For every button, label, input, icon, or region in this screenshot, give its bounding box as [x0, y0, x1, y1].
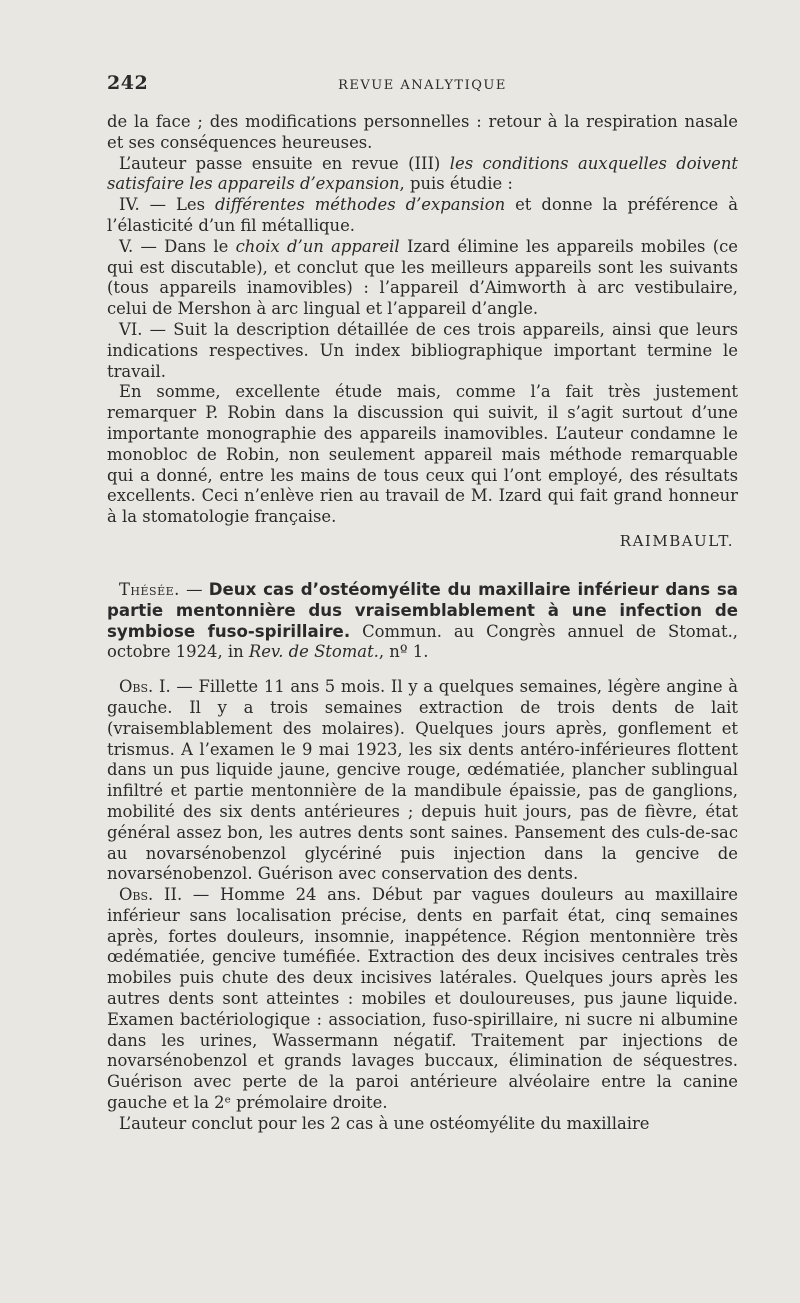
observation-label: Obs.	[119, 885, 154, 905]
paragraph-section-iv: IV. — Les différentes méthodes d’expansion et donne la préférence à l’élasticité d’un fil métallique.	[107, 195, 738, 235]
page-number: 242	[107, 72, 149, 94]
paragraph-conclusion: En somme, excellente étude mais, comme l’a fait très justement remarquer P. Robin dans la discussion qui suivit, il s’agit surtout d’une importante monographie des appareils inamovibles. L’auteur condamne le monobloc de Robin, non seulement appareil mais méthode remarquable qui a donné, entre les mains de tous ceux qui l’ont employé, des résultats excellents. Ceci n’enlève rien au travail de M. Izard qui fait grand honneur à la stomatologie française.	[107, 382, 738, 527]
paragraph-final: L’auteur conclut pour les 2 cas à une ostéomyélite du maxillaire	[119, 1113, 650, 1133]
paragraph-continuation: de la face ; des modifications personnelles : retour à la respiration nasale et ses conséquences heureuses.	[107, 112, 738, 152]
review-signature: RAIMBAULT.	[619, 531, 734, 550]
paragraph-section-vi: VI. — Suit la description détaillée de ces trois appareils, ainsi que leurs indications respectives. Un index bibliographique important termine le travail.	[107, 319, 738, 381]
paragraph-section-iii: L’auteur passe ensuite en revue (III) les conditions auxquelles doivent satisfaire les appareils d’expansion, puis étudie :	[107, 153, 738, 194]
article-author: Thésée.	[119, 579, 180, 599]
observation-label: Obs.	[119, 677, 154, 697]
journal-name: Rev. de Stomat.	[248, 642, 379, 662]
article-title: Deux cas d’ostéomyélite du maxillaire inférieur dans sa partie mentonnière dus vraisemblablement à une infection de symbiose fuso-spirillaire.	[107, 579, 739, 641]
observation-1: Obs. I. — Fillette 11 ans 5 mois. Il y a quelques semaines, légère angine à gauche. Il y a trois semaines extraction de trois dents de lait (vraisemblablement des molaires). Quelques jours après, gonflement et trismus. A l’examen le 9 mai 1923, les six dents antéro-inférieures flottent dans un pus liquide jaune, gencive rouge, œdématiée, plancher sublingual infiltré et partie mentonnière de la mandibule épaissie, pas de ganglions, mobilité des six dents antérieures ; depuis huit jours, pas de fièvre, état général assez bon, les autres dents sont saines. Pansement des culs-de-sac au novarsénobenzol glycériné puis injection dans la gencive de novarsénobenzol. Guérison avec conservation des dents.	[107, 677, 738, 884]
article-reference: Commun. au Congrès annuel de Stomat., octobre 1924, in	[107, 621, 739, 662]
paragraph-section-v: V. — Dans le choix d’un appareil Izard élimine les appareils mobiles (ce qui est discutable), et conclut que les meilleurs appareils sont les suivants (tous appareils inamovibles) : l’appareil d’Aimworth à arc vestibulaire, celui de Mershon à arc lingual et l’appareil d’angle.	[107, 236, 739, 319]
page-header	[107, 72, 738, 102]
italic-phrase: choix d’un appareil	[235, 236, 400, 256]
running-title: REVUE ANALYTIQUE	[338, 78, 507, 93]
article-heading: Thésée. — Deux cas d’ostéomyélite du maxillaire inférieur dans sa partie mentonnière dus vraisemblablement à une infection de symbiose fuso-spirillaire. Commun. au Congrès annuel de Stomat., octobre 1924, in Rev. de Stomat., nº 1.	[107, 579, 739, 662]
observation-2: Obs. II. — Homme 24 ans. Début par vagues douleurs au maxillaire inférieur sans localisation précise, dents en parfait état, cinq semaines après, fortes douleurs, insomnie, inappétence. Région mentonnière très œdématiée, gencive tuméfiée. Extraction des deux incisives centrales très mobiles puis chute des deux incisives latérales. Quelques jours après les autres dents sont atteintes : mobiles et douloureuses, pus jaune liquide. Examen bactériologique : association, fuso-spirillaire, ni sucre ni albumine dans les urines, Wassermann négatif. Traitement par injections de novarsénobenzol et grands lavages buccaux, élimination de séquestres. Guérison avec perte de la paroi antérieure alvéolaire entre la canine gauche et la 2ᵉ prémolaire droite.	[107, 885, 738, 1113]
italic-phrase: différentes méthodes d’expansion	[214, 195, 506, 215]
italic-phrase: les conditions auxquelles doivent satisfaire les appareils d’expansion	[107, 153, 738, 194]
